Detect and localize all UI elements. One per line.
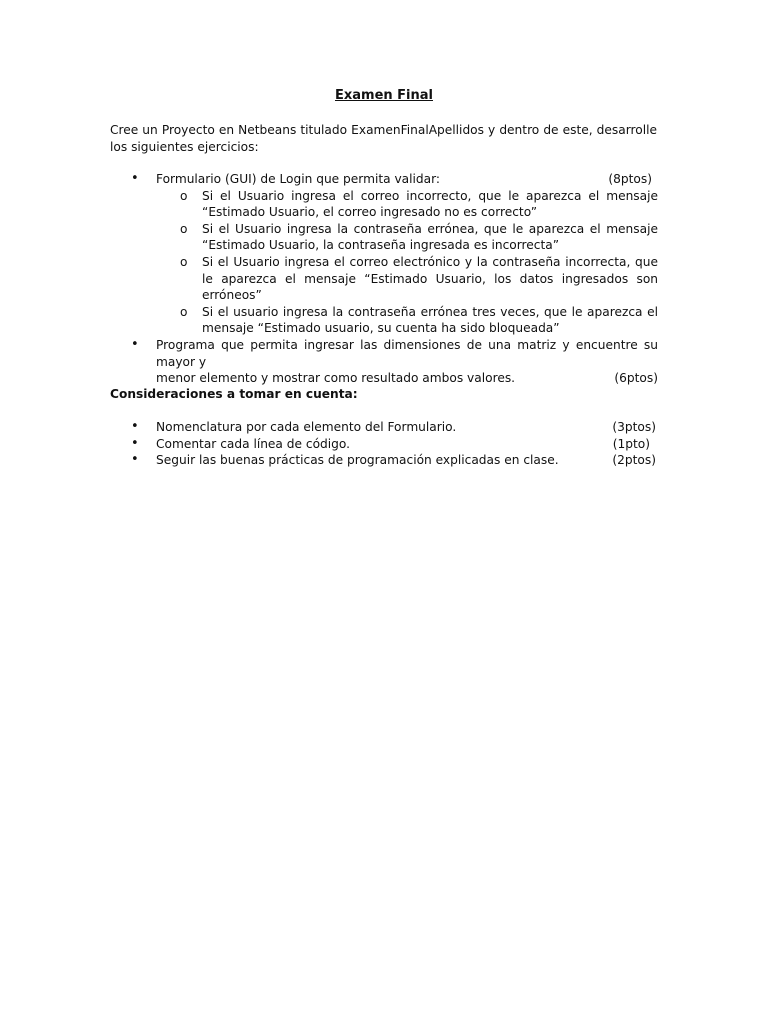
bullet-icon: • [131, 419, 139, 434]
sub-bullet-icon: o [180, 304, 188, 319]
consideration-item-2 [110, 436, 658, 453]
sub-bullet-icon: o [180, 221, 188, 236]
exercise-1-points: (8ptos) [608, 172, 652, 186]
exercise-1-item [110, 171, 658, 337]
considerations-list [110, 419, 658, 469]
exercise-2-row [156, 370, 658, 387]
exercise-1-row [156, 171, 658, 188]
consideration-row [156, 419, 658, 436]
exercise-1-sub-item-2 [156, 221, 658, 254]
bullet-icon: • [131, 452, 139, 468]
sub-item-text: Si el Usuario ingresa la contraseña errónea, que le aparezca el mensaje “Estimado Usuario, la contraseña ingresada es incorrecta” [202, 221, 658, 253]
exercise-1-text: Formulario (GUI) de Login que permita validar: [156, 172, 441, 186]
consideration-points: (3ptos) [612, 420, 656, 434]
sub-item-text: Si el Usuario ingresa el correo incorrecto, que le aparezca el mensaje “Estimado Usuario, el correo ingresado no es correcto” [202, 188, 658, 220]
exercise-1-sub-item-1 [156, 188, 658, 221]
consideration-text: Comentar cada línea de código. [156, 436, 351, 451]
exercise-2-item [110, 337, 658, 387]
bullet-icon: • [131, 337, 139, 352]
consideration-item-3 [110, 452, 658, 469]
considerations-heading: Consideraciones a tomar en cuenta: [110, 387, 358, 401]
sub-bullet-icon: o [180, 254, 188, 269]
sub-item-text: Si el Usuario ingresa el correo electrónico y la contraseña incorrecta, que le aparezca el mensaje “Estimado Usuario, los datos ingresados son erróneos” [202, 254, 658, 303]
consideration-row [156, 452, 658, 469]
consideration-text: Seguir las buenas prácticas de programación explicadas en clase. [156, 453, 559, 468]
bullet-icon: • [131, 435, 139, 451]
consideration-row [156, 436, 658, 453]
bullet-icon: • [131, 171, 139, 186]
document-title: Examen Final [334, 88, 433, 103]
exercise-1-block [110, 171, 658, 337]
exercise-2-block [110, 337, 658, 387]
consideration-text: Nomenclatura por cada elemento del Formulario. [156, 420, 457, 434]
sub-bullet-icon: o [180, 188, 188, 203]
intro-paragraph: Cree un Proyecto en Netbeans titulado ExamenFinalApellidos y dentro de este, desarrolle los siguientes ejercicios: [110, 123, 657, 154]
exercise-2-points: (6ptos) [614, 371, 658, 386]
sub-item-text: Si el usuario ingresa la contraseña errónea tres veces, que le aparezca el mensaje “Estimado usuario, su cuenta ha sido bloqueada” [202, 304, 658, 336]
exercise-2-line-1: Programa que permita ingresar las dimensiones de una matriz y encuentre su mayor y [156, 338, 658, 369]
exercise-2-line-2: menor elemento y mostrar como resultado ambos valores. [156, 371, 516, 386]
exercise-1-sub-item-3 [156, 254, 658, 304]
consideration-item-1 [110, 419, 658, 436]
consideration-points: (2ptos) [612, 453, 656, 468]
consideration-points: (1pto) [612, 436, 650, 451]
exercise-1-sub-item-4 [156, 304, 658, 337]
